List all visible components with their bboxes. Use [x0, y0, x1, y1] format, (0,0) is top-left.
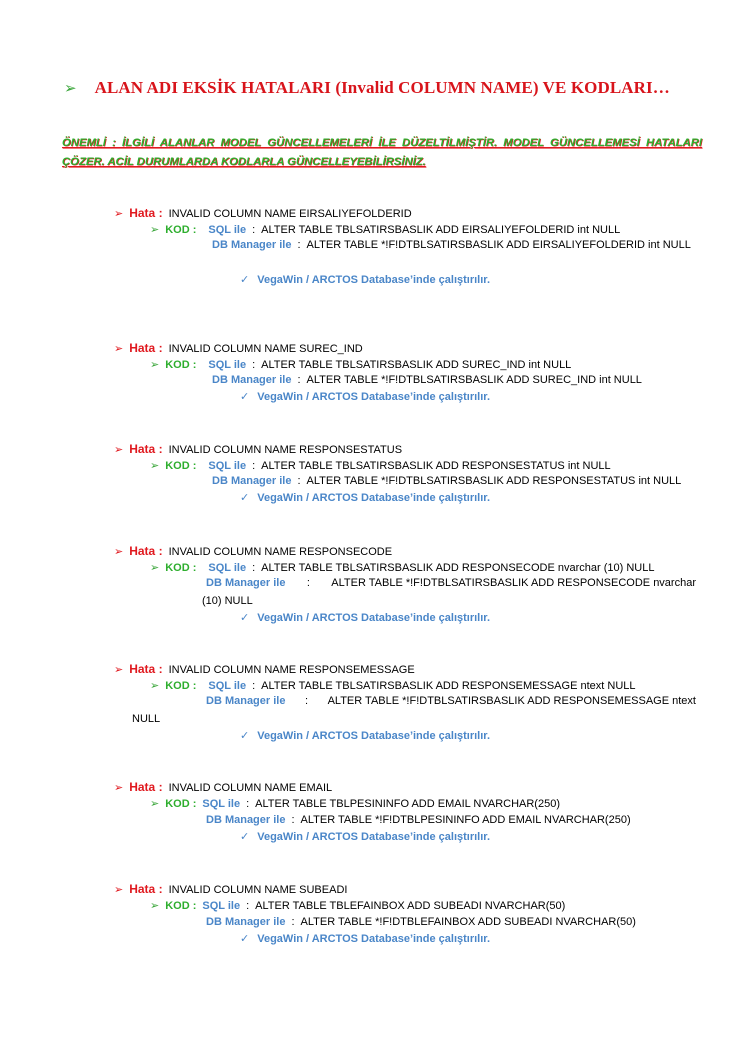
sql-label: SQL ile — [208, 562, 247, 574]
db-manager-line — [206, 577, 696, 589]
db-manager-line — [212, 475, 681, 487]
checkmark-icon: ✓ — [240, 391, 250, 403]
error-message: INVALID COLUMN NAME RESPONSECODE — [168, 546, 393, 558]
db-manager-label: DB Manager ile — [212, 374, 292, 386]
db-manager-line — [212, 239, 691, 251]
sql-line — [150, 223, 620, 236]
page-title: ALAN ADI EKSİK HATALARI (Invalid COLUMN NAME) VE KODLARI… — [94, 78, 670, 97]
run-note: VegaWin / ARCTOS Database’inde çalıştırılır. — [257, 933, 491, 945]
error-message: INVALID COLUMN NAME EMAIL — [168, 782, 333, 794]
colon: : — [252, 224, 256, 236]
checkmark-icon: ✓ — [240, 274, 250, 286]
sql-label: SQL ile — [208, 680, 247, 692]
hata-label: Hata : — [129, 341, 163, 355]
db-manager-line — [206, 695, 696, 707]
error-line — [114, 206, 412, 220]
sql-line — [150, 561, 654, 574]
sql-line — [150, 679, 636, 692]
run-note-line — [240, 932, 490, 945]
hata-label: Hata : — [129, 662, 163, 676]
colon: : — [306, 577, 310, 589]
arrow-bullet-icon: ➢ — [150, 460, 160, 472]
checkmark-icon: ✓ — [240, 831, 250, 843]
db-manager-line-continued — [202, 595, 253, 607]
error-message: INVALID COLUMN NAME SUBEADI — [168, 884, 348, 896]
hata-label: Hata : — [129, 544, 163, 558]
kod-label: KOD : — [165, 224, 197, 236]
sql-code: ALTER TABLE TBLSATIRSBASLIK ADD RESPONSECODE nvarchar (10) NULL — [261, 562, 655, 574]
colon: : — [291, 916, 295, 928]
arrow-bullet-icon: ➢ — [114, 546, 124, 558]
error-message: INVALID COLUMN NAME RESPONSESTATUS — [168, 444, 403, 456]
run-note-line — [240, 390, 490, 403]
db-manager-code: ALTER TABLE *!F!DTBLSATIRSBASLIK ADD SUREC_IND int NULL — [306, 374, 642, 386]
arrow-bullet-icon: ➢ — [114, 884, 124, 896]
sql-label: SQL ile — [208, 224, 247, 236]
db-manager-label: DB Manager ile — [206, 814, 286, 826]
checkmark-icon: ✓ — [240, 492, 250, 504]
sql-line — [150, 459, 611, 472]
run-note: VegaWin / ARCTOS Database’inde çalıştırılır. — [257, 831, 491, 843]
error-line — [114, 882, 347, 896]
run-note: VegaWin / ARCTOS Database’inde çalıştırılır. — [257, 730, 491, 742]
db-manager-label: DB Manager ile — [206, 916, 286, 928]
sql-label: SQL ile — [208, 359, 247, 371]
error-line — [114, 780, 332, 794]
db-manager-code-continued: (10) NULL — [202, 595, 253, 607]
arrow-bullet-icon: ➢ — [150, 680, 160, 692]
sql-label: SQL ile — [202, 798, 241, 810]
run-note-line — [240, 491, 490, 504]
sql-code: ALTER TABLE TBLSATIRSBASLIK ADD SUREC_IND int NULL — [261, 359, 572, 371]
colon: : — [304, 695, 309, 707]
arrow-bullet-icon: ➢ — [114, 444, 124, 456]
sql-code: ALTER TABLE TBLSATIRSBASLIK ADD EIRSALIYEFOLDERID int NULL — [261, 224, 621, 236]
run-note-line — [240, 611, 490, 624]
error-line — [114, 544, 392, 558]
error-message: INVALID COLUMN NAME RESPONSEMESSAGE — [168, 664, 415, 676]
db-manager-code-continued: NULL — [132, 713, 161, 725]
sql-code: ALTER TABLE TBLPESININFO ADD EMAIL NVARCHAR(250) — [255, 798, 560, 810]
kod-label: KOD : — [165, 680, 197, 692]
colon: : — [252, 562, 256, 574]
arrow-bullet-icon: ➢ — [150, 798, 160, 810]
run-note-line — [240, 830, 490, 843]
title-row — [64, 78, 670, 98]
db-manager-code: ALTER TABLE *!F!DTBLSATIRSBASLIK ADD RESPONSEMESSAGE ntext — [327, 695, 696, 707]
db-manager-label: DB Manager ile — [206, 577, 286, 589]
arrow-bullet-icon: ➢ — [150, 359, 160, 371]
db-manager-line-continued — [132, 713, 160, 725]
kod-label: KOD : — [165, 798, 197, 810]
error-line — [114, 442, 402, 456]
run-note: VegaWin / ARCTOS Database’inde çalıştırılır. — [257, 391, 491, 403]
error-message: INVALID COLUMN NAME SUREC_IND — [168, 343, 363, 355]
run-note: VegaWin / ARCTOS Database’inde çalıştırılır. — [257, 612, 491, 624]
arrow-bullet-icon: ➢ — [114, 343, 124, 355]
db-manager-label: DB Manager ile — [206, 695, 286, 707]
sql-label: SQL ile — [208, 460, 247, 472]
hata-label: Hata : — [129, 442, 163, 456]
checkmark-icon: ✓ — [240, 612, 250, 624]
sql-line — [150, 358, 571, 371]
run-note-line — [240, 273, 490, 286]
sql-line — [150, 899, 565, 912]
colon: : — [297, 475, 301, 487]
error-line — [114, 662, 415, 676]
run-note-line — [240, 729, 490, 742]
colon: : — [252, 359, 256, 371]
run-note: VegaWin / ARCTOS Database’inde çalıştırılır. — [257, 274, 491, 286]
db-manager-code: ALTER TABLE *!F!DTBLSATIRSBASLIK ADD RESPONSECODE nvarchar — [331, 577, 696, 589]
kod-label: KOD : — [165, 562, 197, 574]
db-manager-line — [212, 374, 642, 386]
arrow-bullet-icon: ➢ — [150, 562, 160, 574]
kod-label: KOD : — [165, 900, 197, 912]
colon: : — [291, 814, 295, 826]
colon: : — [297, 374, 301, 386]
checkmark-icon: ✓ — [240, 730, 250, 742]
hata-label: Hata : — [129, 882, 163, 896]
kod-label: KOD : — [165, 359, 197, 371]
checkmark-icon: ✓ — [240, 933, 250, 945]
arrow-bullet-icon: ➢ — [114, 782, 124, 794]
colon: : — [252, 460, 256, 472]
db-manager-code: ALTER TABLE *!F!DTBLSATIRSBASLIK ADD EIRSALIYEFOLDERID int NULL — [306, 239, 691, 251]
arrow-bullet-icon: ➢ — [64, 80, 77, 97]
sql-label: SQL ile — [202, 900, 241, 912]
arrow-bullet-icon: ➢ — [114, 664, 124, 676]
error-line — [114, 341, 363, 355]
sql-line — [150, 797, 560, 810]
important-note: ÖNEMLİ : İLGİLİ ALANLAR MODEL GÜNCELLEMELERİ İLE DÜZELTİLMİŞTİR. MODEL GÜNCELLEMESİ HATALARI ÇÖZER. ACİL DURUMLARDA KODLARLA GÜNCELLEYEBİLİRSİNİZ. — [62, 137, 702, 168]
sql-code: ALTER TABLE TBLSATIRSBASLIK ADD RESPONSESTATUS int NULL — [261, 460, 611, 472]
kod-label: KOD : — [165, 460, 197, 472]
hata-label: Hata : — [129, 780, 163, 794]
db-manager-code: ALTER TABLE *!F!DTBLSATIRSBASLIK ADD RESPONSESTATUS int NULL — [306, 475, 682, 487]
colon: : — [246, 900, 250, 912]
sql-code: ALTER TABLE TBLEFAINBOX ADD SUBEADI NVARCHAR(50) — [255, 900, 566, 912]
sql-code: ALTER TABLE TBLSATIRSBASLIK ADD RESPONSEMESSAGE ntext NULL — [261, 680, 636, 692]
arrow-bullet-icon: ➢ — [150, 900, 160, 912]
error-message: INVALID COLUMN NAME EIRSALIYEFOLDERID — [168, 208, 412, 220]
hata-label: Hata : — [129, 206, 163, 220]
db-manager-code: ALTER TABLE *!F!DTBLPESININFO ADD EMAIL NVARCHAR(250) — [300, 814, 631, 826]
arrow-bullet-icon: ➢ — [114, 208, 124, 220]
run-note: VegaWin / ARCTOS Database’inde çalıştırılır. — [257, 492, 491, 504]
arrow-bullet-icon: ➢ — [150, 224, 160, 236]
db-manager-line — [206, 916, 636, 928]
colon: : — [246, 798, 250, 810]
db-manager-line — [206, 814, 631, 826]
db-manager-label: DB Manager ile — [212, 239, 292, 251]
db-manager-code: ALTER TABLE *!F!DTBLEFAINBOX ADD SUBEADI NVARCHAR(50) — [300, 916, 636, 928]
db-manager-label: DB Manager ile — [212, 475, 292, 487]
colon: : — [297, 239, 301, 251]
colon: : — [252, 680, 256, 692]
